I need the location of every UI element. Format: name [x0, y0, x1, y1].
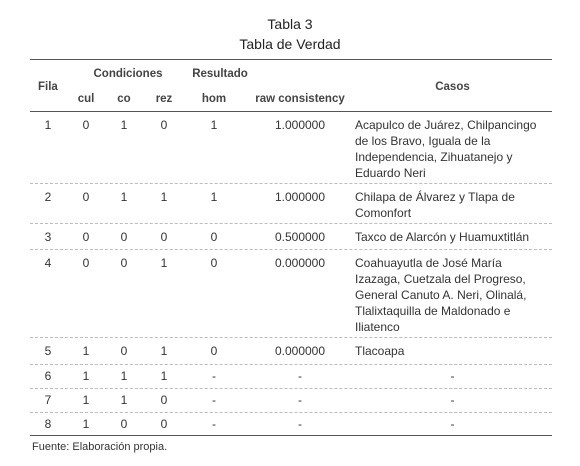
cell-fila: 2 [44, 190, 52, 204]
cell-casos: - [450, 393, 455, 407]
cell-cul: 0 [82, 230, 90, 244]
cell-rez: 0 [160, 393, 168, 407]
cell-fila: 5 [44, 344, 52, 358]
cell-co: 1 [120, 369, 128, 383]
cell-cul: 1 [82, 393, 90, 407]
cell-raw-consistency: 0.000000 [274, 344, 326, 358]
cell-co: 0 [120, 230, 128, 244]
cell-fila: 6 [44, 369, 52, 383]
cell-cul: 1 [82, 417, 90, 431]
table-number: Tabla 3 [267, 16, 313, 32]
cell-casos: Coahuayutla de José María Izazaga, Cuetzala del Progreso, General Canuto A. Neri, Olinalá, Tlalixtaquilla de Maldonado e Iliatenco [355, 256, 527, 334]
cell-hom: - [212, 393, 216, 407]
header-co: co [117, 93, 131, 105]
row-divider [30, 183, 552, 184]
cell-casos: Taxco de Alarcón y Huamuxtitlán [355, 230, 530, 244]
row-divider [30, 337, 552, 338]
cell-rez: 1 [160, 369, 168, 383]
cell-hom: - [212, 417, 216, 431]
table-title: Tabla de Verdad [239, 36, 341, 52]
top-rule [30, 59, 552, 60]
header-rez: rez [155, 93, 173, 105]
cell-cul: 1 [82, 369, 90, 383]
cell-hom: 1 [210, 118, 218, 132]
header-fila: Fila [38, 81, 58, 93]
header-condiciones: Condiciones [93, 68, 163, 80]
header-hom: hom [201, 93, 227, 105]
row-divider [30, 412, 552, 413]
header-casos: Casos [435, 81, 470, 93]
cell-rez: 1 [160, 256, 168, 270]
row-divider [30, 364, 552, 365]
cell-hom: 0 [210, 230, 218, 244]
cell-casos: - [450, 417, 455, 431]
cell-hom: 0 [210, 256, 218, 270]
cell-rez: 0 [160, 118, 168, 132]
cell-raw-consistency: 1.000000 [274, 190, 326, 204]
cell-cul: 0 [82, 190, 90, 204]
cell-raw-consistency: 0.000000 [274, 256, 326, 270]
header-raw-consistency: raw consistency [255, 93, 345, 105]
cell-fila: 1 [44, 118, 52, 132]
cell-raw-consistency: 0.500000 [274, 230, 326, 244]
cell-casos: Chilapa de Álvarez y Tlapa de Comonfort [355, 190, 515, 220]
cell-raw-consistency: - [298, 369, 302, 383]
cell-cul: 1 [82, 344, 90, 358]
bottom-rule [30, 435, 552, 436]
row-divider [30, 223, 552, 224]
cell-casos: - [450, 369, 455, 383]
row-divider [30, 388, 552, 389]
cell-cul: 0 [82, 118, 90, 132]
cell-rez: 0 [160, 417, 168, 431]
cell-fila: 3 [44, 230, 52, 244]
cell-hom: 0 [210, 344, 218, 358]
header-rule [30, 111, 552, 112]
cell-raw-consistency: - [298, 393, 302, 407]
cell-hom: 1 [210, 190, 218, 204]
cell-hom: - [212, 369, 216, 383]
cell-fila: 7 [44, 393, 52, 407]
cell-rez: 1 [160, 190, 168, 204]
cell-cul: 0 [82, 256, 90, 270]
header-cul: cul [77, 93, 95, 105]
cell-co: 0 [120, 256, 128, 270]
cell-co: 1 [120, 118, 128, 132]
cell-raw-consistency: 1.000000 [274, 118, 326, 132]
cell-casos: Acapulco de Juárez, Chilpancingo de los Bravo, Iguala de la Independencia, Zihuatanejo y Eduardo Neri [355, 118, 537, 180]
cell-co: 1 [120, 393, 128, 407]
row-divider [30, 249, 552, 250]
cell-raw-consistency: - [298, 417, 302, 431]
cell-co: 0 [120, 417, 128, 431]
cell-co: 1 [120, 190, 128, 204]
cell-co: 0 [120, 344, 128, 358]
cell-rez: 0 [160, 230, 168, 244]
cell-fila: 4 [44, 256, 52, 270]
cell-fila: 8 [44, 417, 52, 431]
cell-casos: Tlacoapa [355, 344, 405, 358]
source-note: Fuente: Elaboración propia. [32, 441, 168, 453]
cell-rez: 1 [160, 344, 168, 358]
header-resultado: Resultado [192, 68, 248, 80]
